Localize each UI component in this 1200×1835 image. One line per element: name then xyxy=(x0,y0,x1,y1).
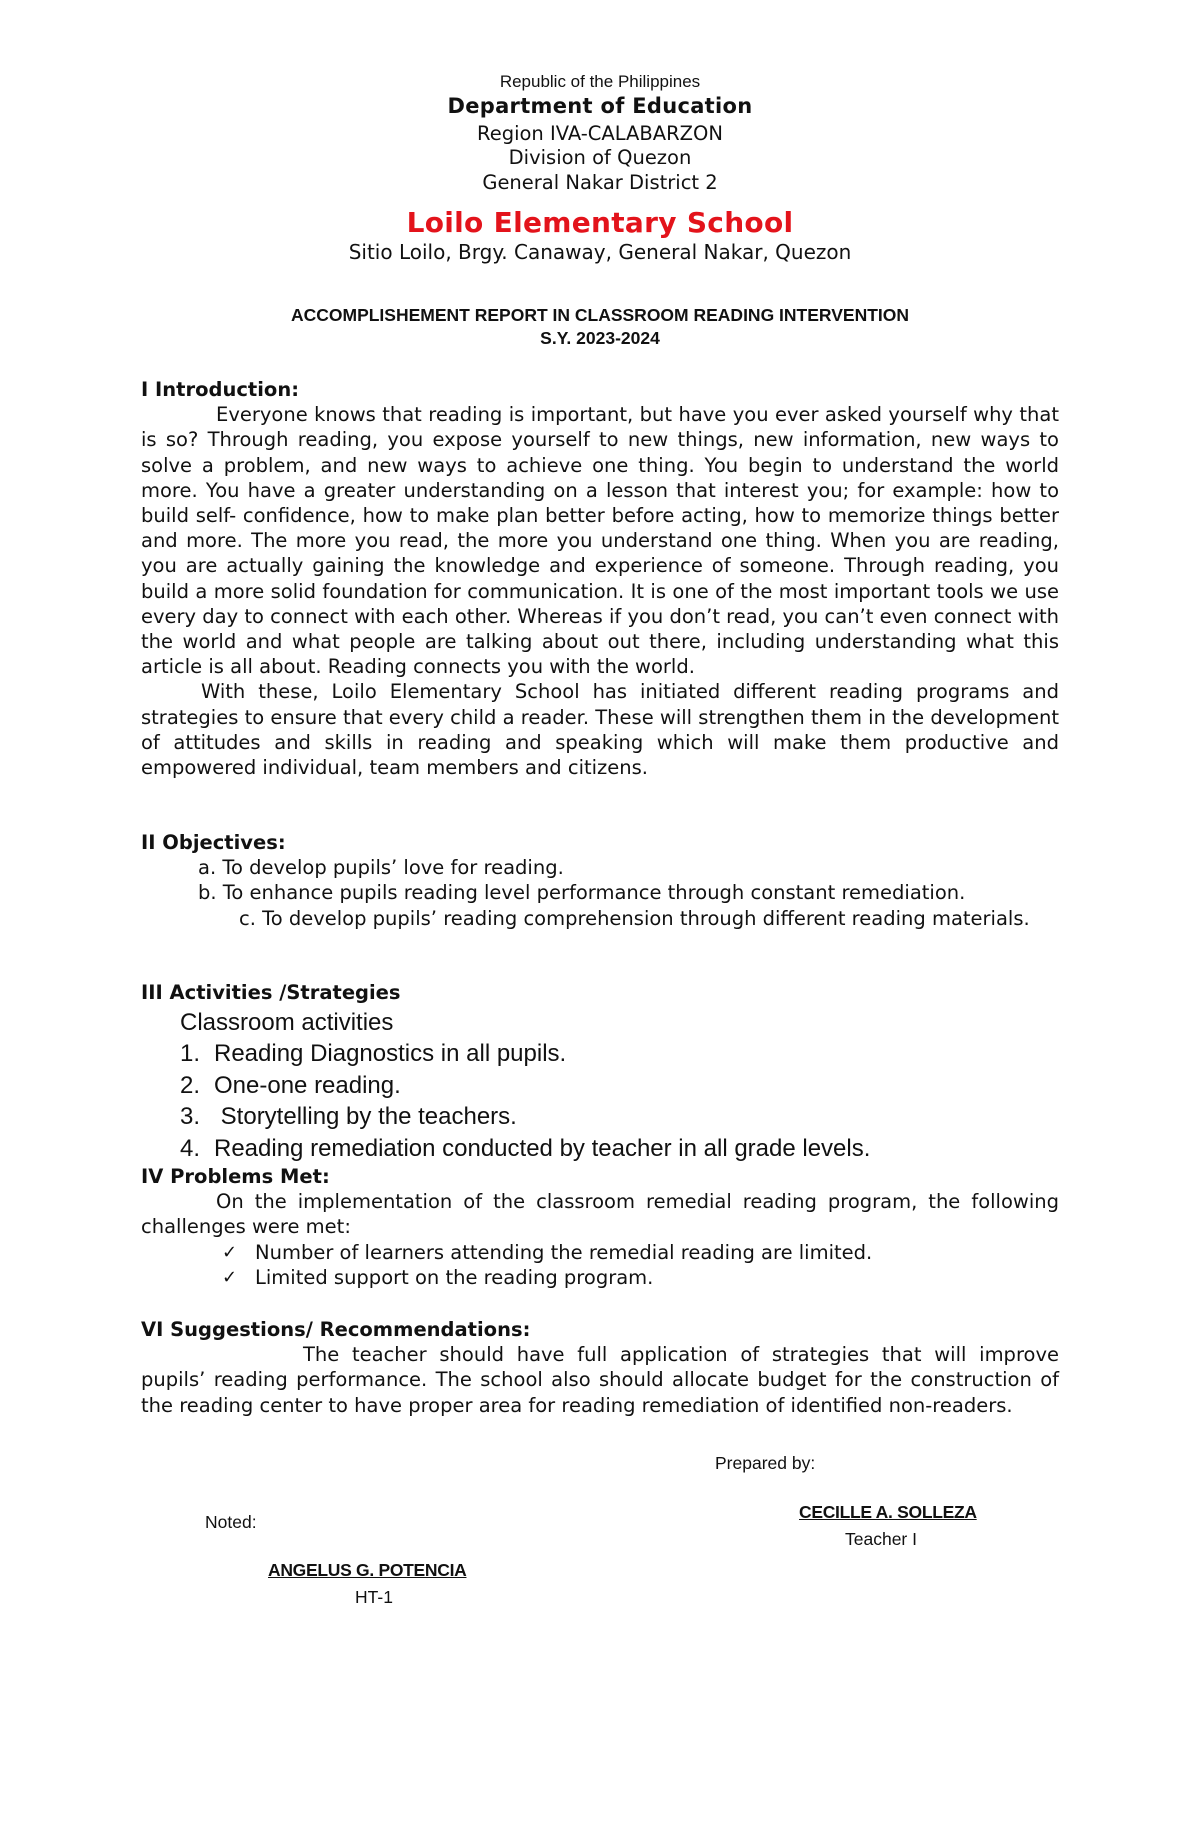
list-item-text: Limited support on the reading program. xyxy=(255,1265,654,1289)
problems-heading: IV Problems Met: xyxy=(141,1165,330,1188)
preparer-name: CECILLE A. SOLLEZA xyxy=(799,1502,977,1522)
suggestions-paragraph: The teacher should have full application of strategies that will improve pupils’ reading performance. The school also should allocate budget for the construction of the reading center to have proper area for reading remediation of identified non-readers. xyxy=(141,1343,1059,1417)
activities-subheading: Classroom activities xyxy=(180,1009,394,1037)
school-year: S.Y. 2023-2024 xyxy=(540,328,660,348)
list-item-text: Reading remediation conducted by teacher in all grade levels. xyxy=(214,1134,871,1162)
region-label: Region IVA-CALABARZON xyxy=(477,122,723,145)
division-label: Division of Quezon xyxy=(508,146,692,169)
activities-section xyxy=(141,980,1059,1164)
objective-item-b: b. To enhance pupils reading level performance through constant remediation. xyxy=(198,881,966,905)
checkmark-icon: ✓ xyxy=(222,1266,238,1288)
objectives-heading: II Objectives: xyxy=(141,831,286,854)
list-item xyxy=(141,1070,1059,1102)
republic-label: Republic of the Philippines xyxy=(499,72,701,91)
list-item xyxy=(141,1133,1059,1165)
list-item-text: One-one reading. xyxy=(214,1071,401,1099)
list-item-number: 2. xyxy=(180,1071,201,1099)
list-item-text: Number of learners attending the remedial reading are limited. xyxy=(255,1240,873,1264)
problems-intro: On the implementation of the classroom remedial reading program, the following challenges were met: xyxy=(141,1190,1059,1239)
department-label: Department of Education xyxy=(447,94,753,118)
activities-list xyxy=(141,1038,1059,1164)
noted-label: Noted: xyxy=(205,1512,257,1532)
list-item xyxy=(141,1101,1059,1133)
district-label: General Nakar District 2 xyxy=(482,171,718,194)
checkmark-icon: ✓ xyxy=(222,1241,238,1263)
suggestions-section xyxy=(141,1317,1059,1418)
list-item xyxy=(141,1240,1059,1265)
list-item-text: Storytelling by the teachers. xyxy=(214,1103,517,1131)
list-item xyxy=(141,1038,1059,1070)
introduction-section xyxy=(141,377,1059,780)
suggestions-heading: VI Suggestions/ Recommendations: xyxy=(141,1318,531,1341)
list-item xyxy=(141,1265,1059,1290)
list-item-number: 3. xyxy=(180,1103,201,1131)
noter-title: HT-1 xyxy=(355,1587,393,1607)
list-item-number: 4. xyxy=(180,1134,201,1162)
objectives-section xyxy=(141,830,1059,931)
introduction-heading: I Introduction: xyxy=(141,378,299,401)
noter-name: ANGELUS G. POTENCIA xyxy=(268,1560,467,1580)
preparer-title: Teacher I xyxy=(845,1529,917,1549)
problems-section xyxy=(141,1164,1059,1290)
objective-item-a: a. To develop pupils’ love for reading. xyxy=(198,856,564,880)
list-item-text: Reading Diagnostics in all pupils. xyxy=(214,1040,567,1068)
school-name: Loilo Elementary School xyxy=(406,206,794,239)
problems-list xyxy=(141,1240,1059,1290)
report-title: ACCOMPLISHEMENT REPORT IN CLASSROOM READING INTERVENTION xyxy=(290,305,910,325)
activities-heading: III Activities /Strategies xyxy=(141,981,401,1004)
introduction-paragraph-1: Everyone knows that reading is important, but have you ever asked yourself why that is so? Through reading, you expose yourself to new things, new information, new ways to solve a problem, and new ways to achieve one thing. You begin to understand the world more. You have a greater understanding on a lesson that interest you; for example: how to build self- confidence, how to make plan better before acting, how to memorize things better and more. The more you read, the more you understand one thing. When you are reading, you are actually gaining the knowledge and experience of someone. Through reading, you build a more solid foundation for communication. It is one of the most important tools we use every day to connect with each other. Whereas if you don’t read, you can’t even connect with the world and what people are talking about out there, including understanding what this article is all about. Reading connects you with the world. xyxy=(141,403,1059,679)
objective-item-c: c. To develop pupils’ reading comprehension through different reading materials. xyxy=(239,906,1030,930)
prepared-by-label: Prepared by: xyxy=(715,1453,816,1473)
school-address: Sitio Loilo, Brgy. Canaway, General Nakar, Quezon xyxy=(348,240,852,264)
list-item-number: 1. xyxy=(180,1040,201,1068)
introduction-paragraph-2: With these, Loilo Elementary School has initiated different reading programs and strategies to ensure that every child a reader. These will strengthen them in the development of attitudes and skills in reading and speaking which will make them productive and empowered individual, team members and citizens. xyxy=(141,680,1059,780)
